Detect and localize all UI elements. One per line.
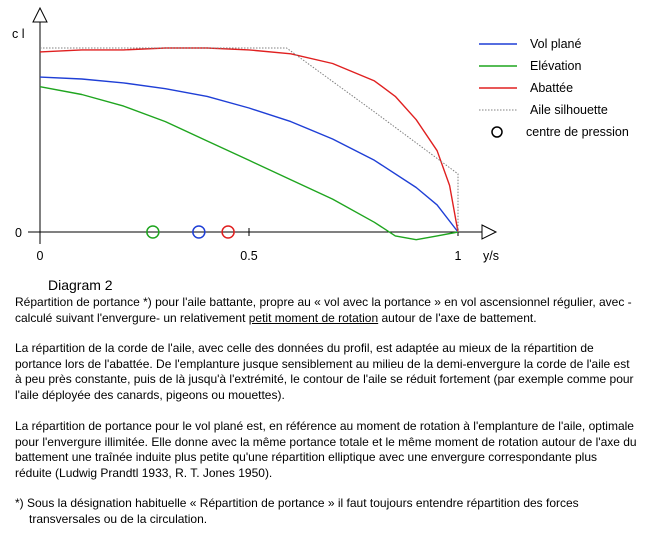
series-line-3	[40, 48, 458, 232]
x-axis-label: y/s	[483, 249, 499, 263]
caption-p1-start: Répartition de portance *) pour l'aile battante, propre au « vol avec la portance » en vol ascensionnel régulier, avec - calculé suivant l'envergure- un relativement	[15, 295, 632, 325]
footnote-line-2: transversales ou de la circulation.	[29, 511, 208, 526]
legend-swatch-4	[492, 127, 502, 137]
x-tick-label-0: 0	[36, 249, 44, 263]
caption-paragraph-1	[15, 295, 637, 326]
x-tick-label-2: 1	[454, 249, 462, 263]
y-tick-label-0: 0	[15, 226, 22, 240]
legend-label-0: Vol plané	[530, 37, 582, 51]
x-axis-arrow	[482, 225, 496, 239]
caption-p1-underlined: petit moment de rotation	[248, 310, 379, 325]
legend-label-4: centre de pression	[526, 125, 629, 139]
x-tick-label-1: 0.5	[240, 249, 258, 263]
caption-p1-end: autour de l'axe de battement.	[378, 310, 537, 325]
series-line-2	[40, 48, 458, 232]
caption-paragraph-3: La répartition de portance pour le vol plané est, en référence au moment de rotation à l'emplanture de l'aile, optimale pour l'envergure illimitée. Elle donne avec la même portance totale et le même moment de rotation autour de l'axe du battement une traînée induite plus petite qu'une répartition elliptique avec une envergure correspondante plus réduite (Ludwig Prandtl 1933, R. T. Jones 1950).	[15, 419, 637, 480]
chart-axes	[12, 8, 499, 263]
y-axis-label: c l	[12, 27, 25, 41]
y-axis-arrow	[33, 8, 47, 22]
legend-label-3: Aile silhouette	[530, 103, 608, 117]
diagram-title: Diagram 2	[48, 277, 113, 293]
legend-label-1: Elévation	[530, 59, 582, 73]
footnote	[15, 496, 637, 527]
series-line-1	[40, 87, 458, 240]
footnote-line-1: *) Sous la désignation habituelle « Répartition de portance » il faut toujours entendre répartition des forces	[15, 496, 579, 510]
caption-paragraph-2: La répartition de la corde de l'aile, avec celle des données du profil, est adaptée au mieux de la répartition de portance lors de l'abattée. De l'emplanture jusque sensiblement au milieu de la demi-envergure la corde de l'aile est à peu près constante, puis de là jusqu'à l'extrémité, le contour de l'aile se réduit fortement (par exemple comme pour l'aile déployée des canards, pigeons ou mouettes).	[15, 341, 634, 402]
chart-legend	[479, 37, 629, 139]
series-layer	[40, 48, 458, 240]
legend-label-2: Abattée	[530, 81, 574, 95]
